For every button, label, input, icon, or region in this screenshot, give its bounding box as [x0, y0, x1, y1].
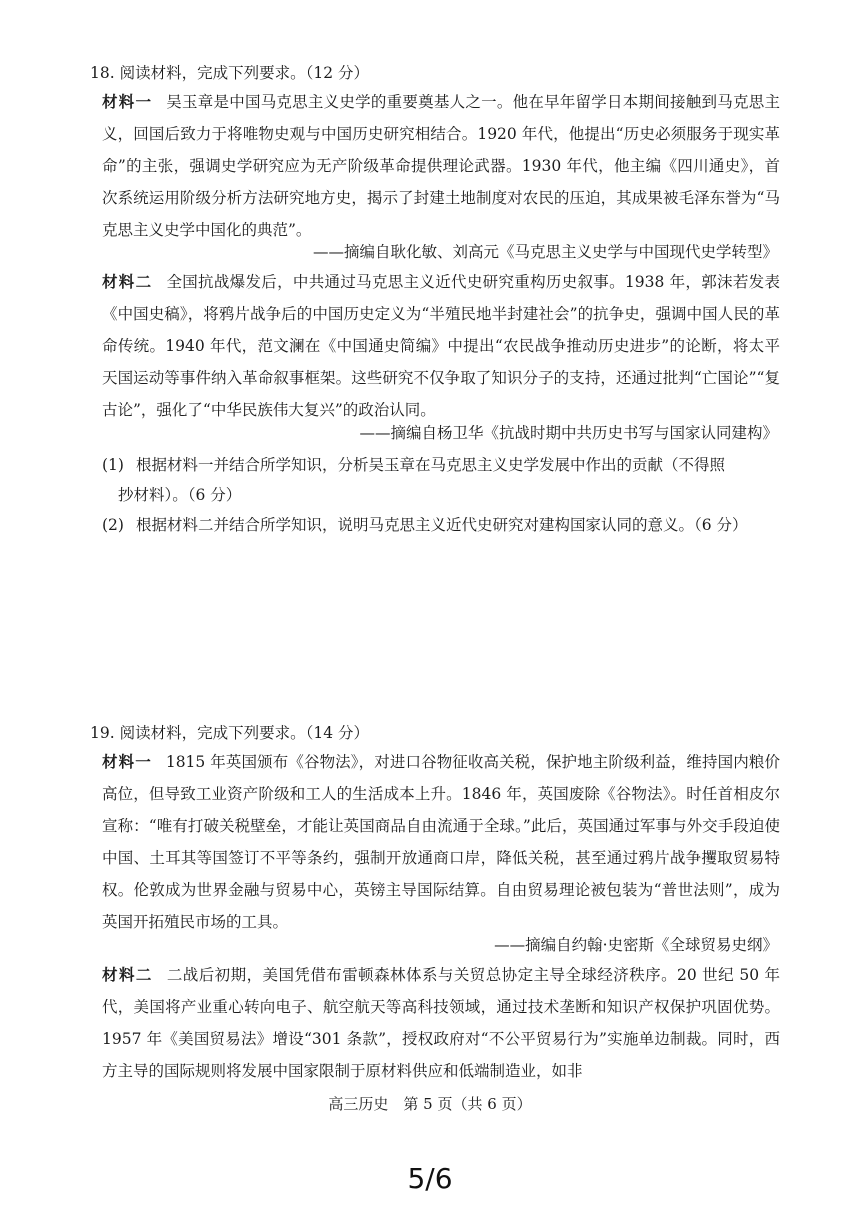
q18-ask1-line1: 根据材料一并结合所学知识，分析吴玉章在马克思主义史学发展中作出的贡献（不得照 — [136, 456, 726, 474]
q18-material1-source: ——摘编自耿化敏、刘高元《马克思主义史学与中国现代史学转型》 — [312, 243, 778, 261]
q18-material1 — [102, 86, 780, 246]
q18-material2-text: 全国抗战爆发后，中共通过马克思主义近代史研究重构历史叙事。1938 年，郭沫若发表《中国史稿》，将鸦片战争后的中国历史定义为“半殖民地半封建社会”的抗争史，强调中国人民的革命传统。1940 年代，范文澜在《中国通史简编》中提出“农民战争推动历史进步”的论断，将太平天国运动等事件纳入革命叙事框架。这些研究不仅争取了知识分子的支持，还通过批判“亡国论”“复古论”，强化了“中华民族伟大复兴”的政治认同。 — [102, 273, 780, 419]
q19-material2-text: 二战后初期，美国凭借布雷顿森林体系与关贸总协定主导全球经济秩序。20 世纪 50 年代，美国将产业重心转向电子、航空航天等高科技领域，通过技术垄断和知识产权保护巩固优势。1957 年《美国贸易法》增设“301 条款”，授权政府对“不公平贸易行为”实施单边制裁。同时，西方主导的国际规则将发展中国家限制于原材料供应和低端制造业，如非 — [102, 966, 780, 1080]
q18-ask2-num: (2) — [102, 516, 124, 534]
q19-material1-text: 1815 年英国颁布《谷物法》，对进口谷物征收高关税，保护地主阶级利益，维持国内粮价高位，但导致工业资产阶级和工人的生活成本上升。1846 年，英国废除《谷物法》。时任首相皮尔宣称：“唯有打破关税壁垒，才能让英国商品自由流通于全球。”此后，英国通过军事与外交手段迫使中国、土耳其等国签订不平等条约，强制开放通商口岸，降低关税，甚至通过鸦片战争攫取贸易特权。伦敦成为世界金融与贸易中心，英镑主导国际结算。自由贸易理论被包装为“普世法则”，成为英国开拓殖民市场的工具。 — [102, 753, 780, 931]
q18-material2-source: ——摘编自杨卫华《抗战时期中共历史书写与国家认同建构》 — [359, 424, 778, 442]
q19-material1-label: 材料一 — [102, 753, 152, 771]
q18-ask2-text: 根据材料二并结合所学知识，说明马克思主义近代史研究对建构国家认同的意义。（6 分） — [136, 516, 748, 534]
q19-material2-label: 材料二 — [102, 966, 153, 984]
q18-material2 — [102, 266, 780, 426]
q18-ask1 — [102, 450, 782, 510]
q19-material2 — [102, 959, 780, 1087]
q18-material1-text: 吴玉章是中国马克思主义史学的重要奠基人之一。他在早年留学日本期间接触到马克思主义，回国后致力于将唯物史观与中国历史研究相结合。1920 年代，他提出“历史必须服务于现实革命”的主张，强调史学研究应为无产阶级革命提供理论武器。1930 年代，他主编《四川通史》，首次系统运用阶级分析方法研究地方史，揭示了封建土地制度对农民的压迫，其成果被毛泽东誉为“马克思主义史学中国化的典范”。 — [102, 93, 780, 239]
q18-ask1-num: (1) — [102, 456, 124, 474]
q18-ask2 — [102, 510, 782, 540]
q18-material1-label: 材料一 — [102, 93, 153, 111]
q19-material1-source: ——摘编自约翰·史密斯《全球贸易史纲》 — [494, 936, 778, 954]
q18-ask1-line2: 抄材料）。（6 分） — [118, 486, 242, 504]
q19-material1 — [102, 746, 780, 938]
q18-material2-label: 材料二 — [102, 273, 153, 291]
q19-title: 19. 阅读材料，完成下列要求。（14 分） — [90, 724, 369, 742]
page-counter-badge: 5/6 — [407, 1162, 453, 1195]
page-footer: 高三历史 第 5 页（共 6 页） — [328, 1095, 532, 1113]
q18-title: 18. 阅读材料，完成下列要求。（12 分） — [90, 64, 369, 82]
